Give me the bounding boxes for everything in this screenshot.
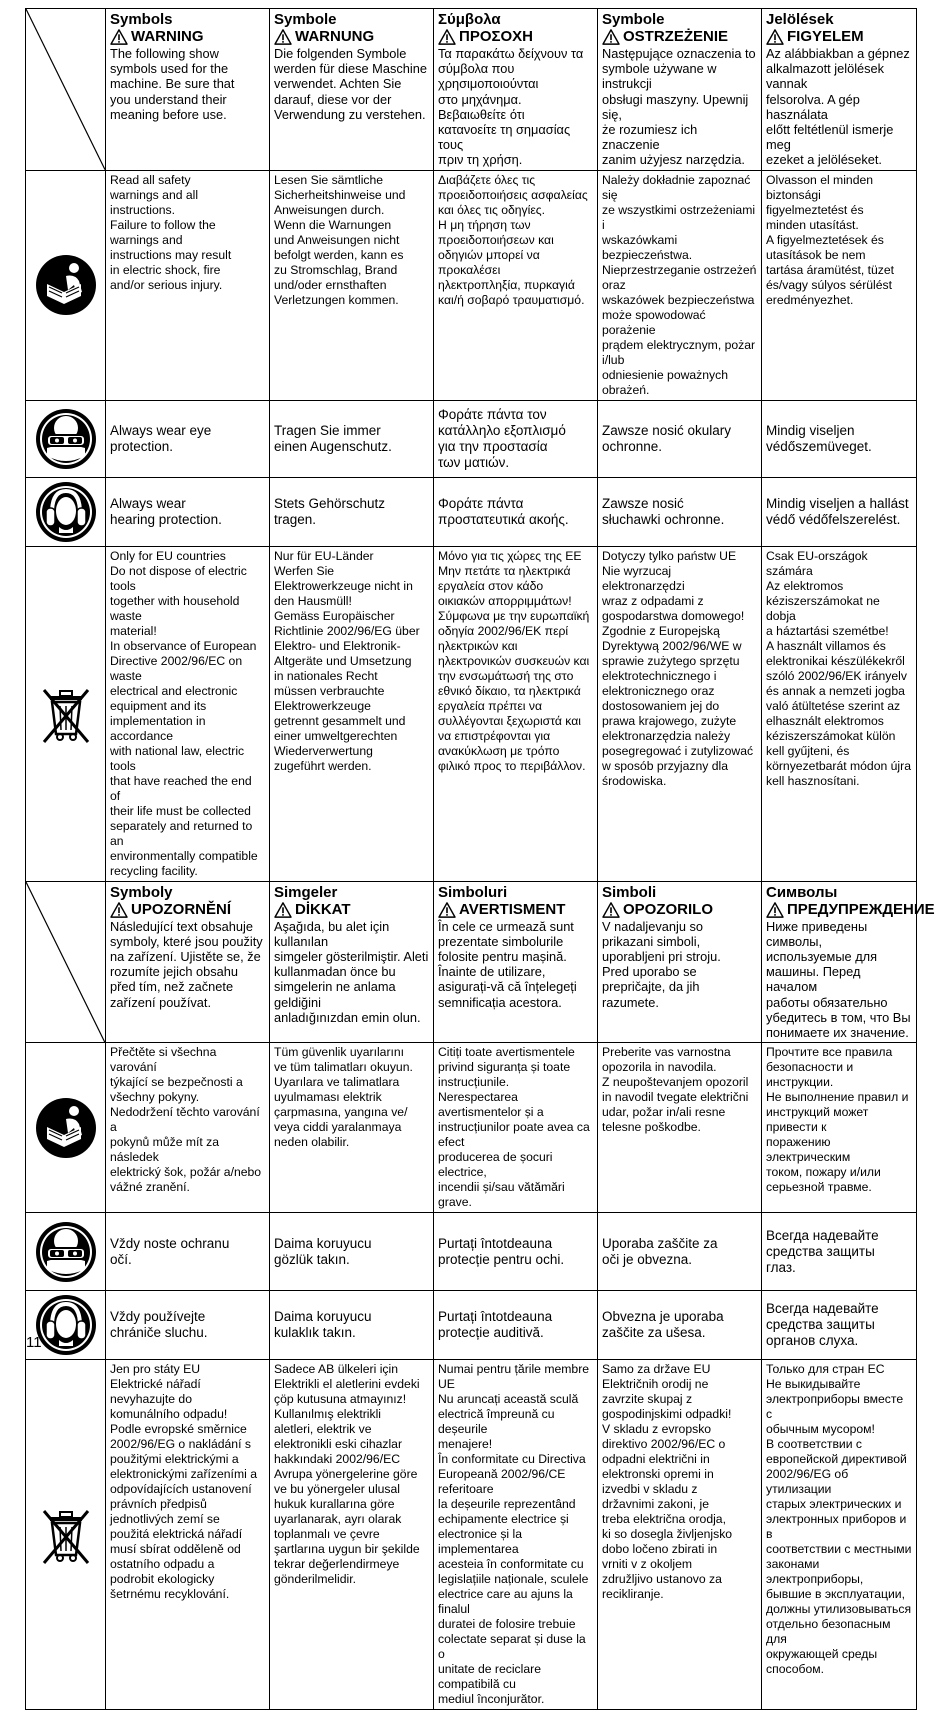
disposal-cell (598, 546, 762, 881)
hearing-protection-text: Obvezna je uporaba zaščite za ušesa. (602, 1309, 724, 1341)
hearing-protection-cell (762, 1291, 917, 1360)
read-instructions-bold: Tüm güvenlik uyarılarını ve tüm talimatları okuyun. (274, 1045, 413, 1075)
read-instructions-text: Failure to follow the warnings and instructions may result in electric shock, fire and/or serious injury. (110, 217, 232, 292)
read-instructions-cell (598, 1043, 762, 1213)
eye-protection-text: Vždy noste ochranu očí. (110, 1235, 230, 1267)
hearing-protection-text: Всегда надевайте средства защиты органов слуха. (766, 1301, 879, 1349)
warning-triangle-icon (438, 902, 456, 918)
symbol-table (25, 8, 935, 1710)
symbols-header-cell (762, 881, 935, 1043)
hearing-protection-text: Always wear hearing protection. (110, 495, 222, 527)
symbols-header-cell (106, 9, 270, 171)
read-instructions-cell (270, 1043, 434, 1213)
eye-protection-text: Zawsze nosić okulary ochronne. (602, 422, 732, 454)
read-instructions-bold: Přečtěte si všechna varování týkající se bezpečnosti a všechny pokyny. (110, 1045, 243, 1105)
warning-label: WARNING (131, 28, 204, 45)
warning-label: AVERTISMENT (459, 900, 566, 918)
warning-label: OSTRZEŻENIE (623, 28, 729, 45)
section-title: Σύμβολα (438, 11, 501, 28)
hearing-protection-text: Vždy používejte chrániče sluchu. (110, 1309, 208, 1341)
read-instructions-text: Nedodržení těchto varování a pokynů může mít za následek elektrický šok, požár a/nebo vážné zranění. (110, 1105, 262, 1195)
read-instructions-bold: Należy dokładnie zapoznać się ze wszystkimi ostrzeżeniami i wskazówkami bezpieczeństwa. (602, 172, 756, 262)
hearing-protection-text: Stets Gehörschutz tragen. (274, 495, 386, 527)
read-instructions-bold: Olvasson el minden biztonsági figyelmeztetést és minden utasítást. (766, 172, 874, 232)
eye-protection-text: Всегда надевайте средства защиты глаз. (766, 1227, 879, 1275)
disposal-text: Only for EU countries Do not dispose of electric tools together with household waste material! In observance of European Directive 2002/96/EC on waste electrical and electronic equipment and its implementation in accordance with national law, electric tools that have reached the end of their life must be collected separately and returned to an environmentally compatible recycling facility. (110, 548, 258, 878)
warning-heading (110, 901, 265, 919)
hearing-protection-text: Zawsze nosić słuchawki ochronne. (602, 495, 725, 527)
warning-label: DİKKAT (295, 900, 351, 918)
read-instructions-text: Η μη τήρηση των προειδοποιήσεων και οδηγιών μπορεί να προκαλέσει ηλεκτροπληξία, πυρκαγιά και/ή σοβαρό τραυματισμό. (438, 217, 585, 307)
eye-protection-text: Mindig viseljen védőszemüveget. (766, 422, 872, 454)
symbols-header-cell (434, 881, 598, 1043)
hearing-protection-cell (762, 477, 917, 546)
read-instructions-bold: Preberite vas varnostna opozorila in navodila. (602, 1045, 731, 1075)
disposal-text: Sadece AB ülkeleri için Elektrikli el aletlerini evdeki çöp kutusuna atmayınız! Kullanılmış elektrikli aletleri, elektrik ve elektronikli eski cihazlar hakkındaki 2002/96/EC Avrupa yönergelerine göre ve bu yönergeler ulusal hukuk kurallarına göre uyarlanarak, ayrı olarak toplanmalı ve çevre şartlarına uygun bir şekilde tekrar değerlendirmeye gönderilmelidir. (274, 1362, 420, 1587)
warning-triangle-icon (766, 902, 784, 918)
hearing-protection-cell (270, 477, 434, 546)
hearing-protection-cell (434, 477, 598, 546)
read-instructions-text: A figyelmeztetések és utasítások be nem tartása áramütést, tüzet és/vagy súlyos sérülést eredményezhet. (766, 232, 895, 307)
symbols-intro: Τα παρακάτω δείχνουν τα σύμβολα που χρησιμοποιούνται στο μηχάνημα. Βεβαιωθείτε ότι κατανοείτε τη σημασίας τους πριν τη χρήση. (438, 46, 584, 168)
disposal-cell (106, 1360, 270, 1710)
disposal-text: Samo za države EU Električnih orodij ne zavrzite skupaj z gospodinjskimi odpadki! V skladu z evropsko direktivo 2002/96/EC o odpadni električni in elektronski opremi in izvedbi v skladu z državnimi zakoni, je treba električna orodja, ki so dosegla življenjsko dobo ločeno zbirati in vrniti v z okoljem združljivo ustanovo za recikliranje. (602, 1362, 733, 1602)
read-instructions-cell (106, 170, 270, 400)
eye-protection-cell (434, 1213, 598, 1291)
hearing-protection-text: Mindig viseljen a hallást védő védőfelszerelést. (766, 495, 909, 527)
symbols-intro: Die folgenden Symbole werden für diese Maschine verwendet. Achten Sie darauf, diese vor der Verwendung zu verstehen. (274, 46, 427, 122)
section-title: Символы (766, 883, 838, 901)
read-instructions-cell (598, 170, 762, 400)
eye-protection-text: Purtați întotdeauna protecție pentru ochi. (438, 1235, 565, 1267)
eye-protection-text: Daima koruyucu gözlük takın. (274, 1235, 372, 1267)
row-hearing (26, 477, 917, 546)
eye-protection-icon (26, 1213, 106, 1291)
warning-triangle-icon (766, 29, 784, 45)
disposal-text: Только для стран ЕС Не выкидывайте электроприборы вместе с обычным мусором! В соответствии с европейской директивой 2002/96/EG об утилизации старых электрических и электронных приборов и в соответствии с местными законами электроприборы, бывшие в эксплуатации, должны утилизовываться отдельно безопасным для окружающей среды способом. (766, 1362, 912, 1677)
read-instructions-bold: Διαβάζετε όλες τις προειδοποιήσεις ασφαλείας και όλες τις οδηγίες. (438, 172, 588, 217)
read-instructions-text: Nerespectarea avertismentelor și a instrucțiunilor poate avea ca efect producerea de șocuri electrice, incendii și/sau vătămări grave. (438, 1090, 590, 1210)
crossed-bin-icon (26, 546, 106, 881)
warning-label: FIGYELEM (787, 28, 864, 45)
symbols-intro: Az alábbiakban a gépnez alkalmazott jelölések vannak felsorolva. A gép használata előtt feltétlenül ismerje meg ezeket a jelöléseket. (766, 46, 910, 168)
symbols-header-cell (434, 9, 598, 171)
symbols-intro: Následující text obsahuje symboly, které jsou použity na zařízení. Ujistěte se, že rozumíte jejich obsahu před tím, než začnete zařízení používat. (110, 918, 263, 1010)
disposal-cell (270, 546, 434, 881)
disposal-cell (434, 546, 598, 881)
read-instructions-cell (434, 170, 598, 400)
disposal-text: Csak EU-országok számára Az elektromos kéziszerszámokat ne dobja a háztartási szemétbe! A használt villamos és elektronikai készülékekről szóló 2002/96/EK irányelv és annak a nemzeti jogba való átültetése szerint az elhasznált elektromos kéziszerszámokat külön kell gyűjteni, és környezetbarát módon újra kell hasznosítani. (766, 548, 911, 788)
symbols-header-cell (270, 881, 434, 1043)
symbols-intro: The following show symbols used for the machine. Be sure that you understand their meaning before use. (110, 46, 235, 122)
read-instructions-cell (270, 170, 434, 400)
warning-triangle-icon (274, 29, 292, 45)
symbols-header-cell (598, 881, 762, 1043)
symbols-intro: În cele ce urmează sunt prezentate simbolurile folosite pentru mașină. Înainte de utilizare, asigurați-vă că înțelegeți semnificația acestora. (438, 918, 577, 1010)
row-disposal (26, 546, 917, 881)
section-title: Simboli (602, 883, 657, 901)
hearing-protection-cell (270, 1291, 434, 1360)
eye-protection-cell (434, 400, 598, 477)
row-header (26, 9, 917, 171)
read-manual-icon (26, 170, 106, 400)
section-title: Simgeler (274, 883, 338, 901)
hearing-protection-cell (434, 1291, 598, 1360)
read-instructions-text: Wenn die Warnungen und Anweisungen nicht befolgt werden, kann es zu Stromschlag, Brand und/oder ernsthaften Verletzungen kommen. (274, 217, 404, 307)
disposal-cell (762, 1360, 917, 1710)
page-number: 11 (26, 1334, 42, 1351)
eye-protection-cell (106, 400, 270, 477)
read-instructions-bold: Прочтите все правила безопасности и инструкции. (766, 1045, 893, 1090)
eye-protection-text: Always wear eye protection. (110, 422, 212, 454)
disposal-cell (598, 1360, 762, 1710)
warning-triangle-icon (438, 29, 456, 45)
symbols-intro: Ниже приведены символы, используемые для машины. Перед началом работы обязательно убедитесь в том, что Вы понимаете их значение. (766, 918, 911, 1041)
header-diagonal-cell (26, 9, 106, 171)
section-title: Jelölések (766, 11, 834, 28)
eye-protection-cell (762, 400, 917, 477)
warning-triangle-icon (110, 29, 128, 45)
symbols-intro: Następujące oznaczenia to symbole używane w instrukcji obsługi maszyny. Upewnij się, że rozumiesz ich znaczenie zanim użyjesz narzędzia. (602, 46, 756, 168)
hearing-protection-icon (26, 477, 106, 546)
read-instructions-cell (434, 1043, 598, 1213)
read-instructions-cell (762, 1043, 917, 1213)
disposal-text: Dotyczy tylko państw UE Nie wyrzucaj elektronarzędzi wraz z odpadami z gospodarstwa domowego! Zgodnie z Europejską Dyrektywą 2002/96/WE w sprawie zużytego sprzętu elektrotechnicznego i elektronicznego oraz dostosowaniem jej do prawa krajowego, zużyte elektronarzędzia należy posegregować i zutylizować w sposób przyjazny dla środowiska. (602, 548, 754, 788)
warning-triangle-icon (110, 902, 128, 918)
symbol-table-sheet (25, 8, 935, 1710)
warning-label: WARNUNG (295, 28, 375, 45)
eye-protection-text: Uporaba zaščite za oči je obvezna. (602, 1235, 718, 1267)
row-disposal (26, 1360, 917, 1710)
eye-protection-cell (598, 1213, 762, 1291)
eye-protection-cell (598, 400, 762, 477)
warning-triangle-icon (602, 902, 620, 918)
header-diagonal-cell (26, 881, 106, 1043)
read-instructions-cell (106, 1043, 270, 1213)
row-read (26, 170, 917, 400)
section-title: Symbole (602, 11, 665, 28)
warning-heading (274, 901, 429, 919)
disposal-text: Numai pentru țările membre UE Nu aruncați această sculă electrică împreună cu deșeurile menajere! În conformitate cu Directiva Europeană 2002/96/CE referitoare la deșeurile reprezentând echipamente electrice și electronice și la implementarea acesteia în conformitate cu legislațiile naționale, sculele electrice care au ajuns la finalul duratei de folosire trebuie colectate separat și duse la o unitate de reciclare compatibilă cu mediul înconjurător. (438, 1362, 590, 1707)
warning-heading (274, 28, 429, 46)
symbols-header-cell (106, 881, 270, 1043)
disposal-cell (270, 1360, 434, 1710)
row-read (26, 1043, 917, 1213)
warning-heading (766, 900, 935, 919)
hearing-protection-text: Purtați întotdeauna protecție auditivă. (438, 1309, 553, 1341)
row-header (26, 881, 917, 1043)
read-instructions-cell (762, 170, 917, 400)
warning-heading (438, 901, 593, 919)
disposal-cell (434, 1360, 598, 1710)
warning-heading (602, 28, 757, 46)
hearing-protection-cell (106, 1291, 270, 1360)
hearing-protection-cell (106, 477, 270, 546)
warning-label: OPOZORILO (623, 900, 713, 918)
section-title: Simboluri (438, 883, 508, 901)
warning-heading (766, 28, 912, 46)
symbols-header-cell (598, 9, 762, 171)
warning-label: ПРЕДУПРЕЖДЕНИЕ (787, 900, 935, 918)
eye-protection-icon (26, 400, 106, 477)
symbol-table-body (26, 9, 935, 1710)
warning-triangle-icon (602, 29, 620, 45)
disposal-text: Μόνο για τις χώρες της ΕΕ Μην πετάτε τα ηλεκτρικά εργαλεία στον κάδο οικιακών απορριμμάτων! Σύμφωνα με την ευρωπαϊκή οδηγία 2002/96/ΕΚ περί ηλεκτρικών και ηλεκτρονικών συσκευών και την ενσωμάτωσή της στο εθνικό δίκαιο, τα ηλεκτρικά εργαλεία πρέπει να συλλέγονται ξεχωριστά και να επιστρέφονται για ανακύκλωση με τρόπο φιλικό προς το περιβάλλον. (438, 548, 590, 773)
crossed-bin-icon (26, 1360, 106, 1710)
warning-triangle-icon (274, 902, 292, 918)
read-instructions-bold: Lesen Sie sämtliche Sicherheitshinweise und Anweisungen durch. (274, 172, 406, 217)
eye-protection-cell (270, 1213, 434, 1291)
eye-protection-cell (762, 1213, 917, 1291)
read-instructions-bold: Citiți toate avertismentele privind siguranța și toate instrucțiunile. (438, 1045, 575, 1090)
read-instructions-text: Nieprzestrzeganie ostrzeżeń oraz wskazówek bezpieczeństwa może spowodować porażenie prądem elektrycznym, pożar i/lub odniesienie poważnych obrażeń. (602, 262, 757, 397)
hearing-protection-cell (598, 1291, 762, 1360)
hearing-protection-text: Daima koruyucu kulaklık takın. (274, 1309, 372, 1341)
warning-label: ΠΡΟΣΟΧΗ (459, 28, 534, 45)
disposal-text: Jen pro státy EU Elektrické nářadí nevyhazujte do komunálního odpadu! Podle evropské směrnice 2002/96/EG o nakládání s použitými elektrickými a elektronickými zařízeními a odpovídajících ustanovení právních předpisů jednotlivých zemí se použitá elektrická nářadí musí sbírat odděleně od ostatního odpadu a podrobit ekologicky šetrnému recyklování. (110, 1362, 257, 1602)
hearing-protection-cell (598, 477, 762, 546)
eye-protection-cell (106, 1213, 270, 1291)
symbols-header-cell (270, 9, 434, 171)
read-instructions-bold: Read all safety warnings and all instructions. (110, 172, 199, 217)
hearing-protection-text: Φοράτε πάντα προστατευτικά ακοής. (438, 495, 569, 527)
row-eye (26, 400, 917, 477)
diagonal-line (26, 882, 105, 1043)
section-title: Symboly (110, 883, 173, 901)
warning-heading (438, 28, 593, 46)
warning-label: UPOZORNĚNÍ (131, 900, 232, 918)
eye-protection-text: Φοράτε πάντα τον κατάλληλο εξοπλισμό για την προστασία των ματιών. (438, 406, 566, 470)
row-hearing (26, 1291, 917, 1360)
section-title: Symbols (110, 11, 173, 28)
warning-heading (602, 901, 757, 919)
disposal-text: Nur für EU-Länder Werfen Sie Elektrowerkzeuge nicht in den Hausmüll! Gemäss Europäischer Richtlinie 2002/96/EG über Elektro- und Elektronik- Altgeräte und Umsetzung in nationales Recht müssen verbrauchte Elektrowerkzeuge getrennt gesammelt und einer umweltgerechten Wiederverwertung zugeführt werden. (274, 548, 420, 773)
diagonal-line (26, 9, 105, 170)
symbols-intro: V nadaljevanju so prikazani simboli, uporabljeni pri stroju. Pred uporabo se prepričajte, da jih razumete. (602, 918, 721, 1010)
row-eye (26, 1213, 917, 1291)
eye-protection-text: Tragen Sie immer einen Augenschutz. (274, 422, 392, 454)
warning-heading (110, 28, 265, 46)
disposal-cell (762, 546, 917, 881)
read-instructions-text: Не выполнение правил и инструкций может привести к поражению электрическим током, пожару и/или серьезной травме. (766, 1090, 909, 1195)
eye-protection-cell (270, 400, 434, 477)
disposal-cell (106, 546, 270, 881)
read-instructions-text: Z neupoštevanjem opozoril in navodil tvegate električni udar, požar in/ali resne telesne poškodbe. (602, 1075, 749, 1135)
section-title: Symbole (274, 11, 337, 28)
symbols-header-cell (762, 9, 917, 171)
symbols-intro: Aşağıda, bu alet için kullanılan simgeler gösterilmiştir. Aleti kullanmadan önce bu simgelerin ne anlama geldiğini anladığınızdan emin olun. (274, 918, 429, 1025)
read-instructions-text: Uyarılara ve talimatlara uyulmaması elektrik çarpmasına, yangına ve/ veya ciddi yaralanmaya neden olabilir. (274, 1075, 408, 1150)
read-manual-icon (26, 1043, 106, 1213)
